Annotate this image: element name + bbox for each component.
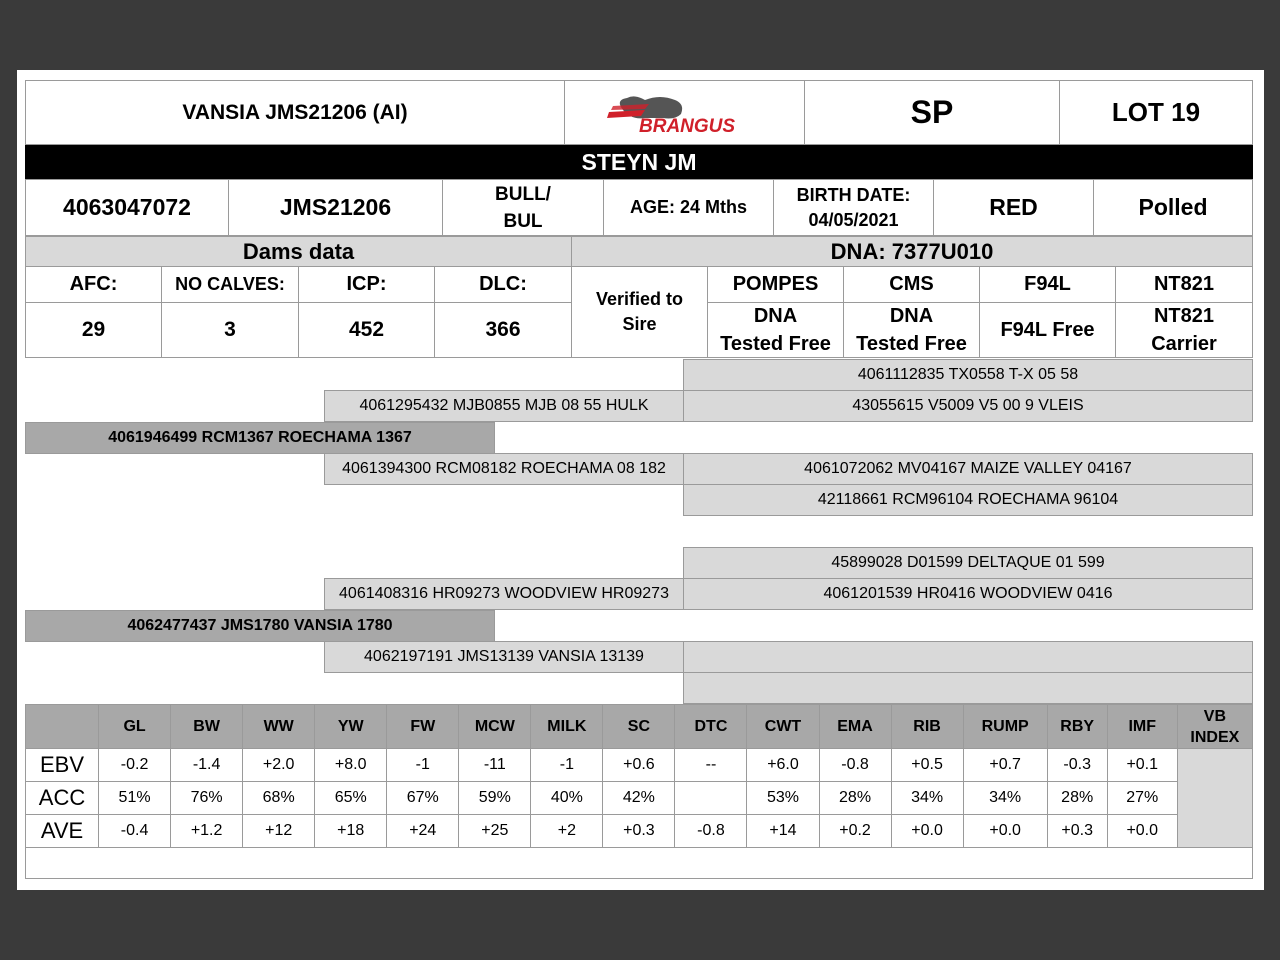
pedigree-dam-dam-dam bbox=[683, 672, 1253, 704]
col-rib: RIB bbox=[891, 705, 963, 749]
sp-label: SP bbox=[804, 80, 1060, 145]
cms-header: CMS bbox=[843, 266, 980, 303]
pedigree-sire-dam-sire: 4061072062 MV04167 MAIZE VALLEY 04167 bbox=[683, 453, 1253, 485]
ebv-cell: +0.0 bbox=[963, 815, 1047, 848]
lot-number: LOT 19 bbox=[1059, 80, 1253, 145]
col-milk: MILK bbox=[531, 705, 603, 749]
ebv-cell: 67% bbox=[387, 782, 459, 815]
ebv-cell: +18 bbox=[315, 815, 387, 848]
pedigree-sire-sire-sire: 4061112835 TX0558 T-X 05 58 bbox=[683, 359, 1253, 391]
ebv-cell: -1 bbox=[531, 749, 603, 782]
ebv-cell: -0.3 bbox=[1047, 749, 1107, 782]
colour: RED bbox=[933, 179, 1094, 236]
pedigree-dam-sire-sire: 45899028 D01599 DELTAQUE 01 599 bbox=[683, 547, 1253, 579]
animal-code: JMS21206 bbox=[228, 179, 443, 236]
f94l-header: F94L bbox=[979, 266, 1116, 303]
ebv-cell: -1.4 bbox=[171, 749, 243, 782]
row-label: ACC bbox=[26, 782, 99, 815]
cms-result-line1: DNA bbox=[889, 305, 934, 327]
ebv-cell: -- bbox=[675, 749, 747, 782]
pedigree-dam: 4062477437 JMS1780 VANSIA 1780 bbox=[25, 610, 495, 642]
ebv-cell: 76% bbox=[171, 782, 243, 815]
dlc-value: 366 bbox=[434, 302, 572, 358]
ebv-cell: 27% bbox=[1107, 782, 1177, 815]
pedigree-sire-sire-dam: 43055615 V5009 V5 00 9 VLEIS bbox=[683, 390, 1253, 422]
ebv-cell: +0.6 bbox=[603, 749, 675, 782]
ebv-cell: 28% bbox=[1047, 782, 1107, 815]
vb-index-value bbox=[1177, 749, 1252, 848]
ebv-cell: 34% bbox=[891, 782, 963, 815]
pedigree-sire-dam: 4061394300 RCM08182 ROECHAMA 08 182 bbox=[324, 453, 684, 485]
ebv-cell: 65% bbox=[315, 782, 387, 815]
pompes-result bbox=[707, 302, 844, 358]
ebv-cell: -0.4 bbox=[99, 815, 171, 848]
ebv-cell: 40% bbox=[531, 782, 603, 815]
nt821-result-line2: Carrier bbox=[1151, 333, 1217, 355]
pedigree-sire: 4061946499 RCM1367 ROECHAMA 1367 bbox=[25, 422, 495, 454]
birth-date-label: BIRTH DATE: bbox=[796, 184, 911, 205]
logo-text: BRANGUS bbox=[638, 115, 735, 137]
pedigree-dam-dam-sire bbox=[683, 641, 1253, 673]
nt821-result bbox=[1115, 302, 1253, 358]
ebv-cell: +0.0 bbox=[1107, 815, 1177, 848]
ebv-cell: +14 bbox=[747, 815, 819, 848]
ebv-cell: -0.8 bbox=[675, 815, 747, 848]
col-bw: BW bbox=[171, 705, 243, 749]
ebv-row-ave bbox=[26, 815, 1253, 848]
ebv-cell: 68% bbox=[243, 782, 315, 815]
ebv-cell: +0.5 bbox=[891, 749, 963, 782]
nt821-result-line1: NT821 bbox=[1153, 305, 1215, 327]
ebv-cell: 34% bbox=[963, 782, 1047, 815]
ebv-cell: +2.0 bbox=[243, 749, 315, 782]
col-imf: IMF bbox=[1107, 705, 1177, 749]
dlc-header: DLC: bbox=[434, 266, 572, 303]
ebv-cell: +24 bbox=[387, 815, 459, 848]
horn-status: Polled bbox=[1093, 179, 1253, 236]
col-dtc: DTC bbox=[675, 705, 747, 749]
ebv-row-acc bbox=[26, 782, 1253, 815]
registration-number: 4063047072 bbox=[25, 179, 229, 236]
ebv-header-row bbox=[26, 705, 1253, 749]
ebv-cell: +1.2 bbox=[171, 815, 243, 848]
breeder-bar: STEYN JM bbox=[25, 145, 1253, 179]
pompes-header: POMPES bbox=[707, 266, 844, 303]
ebv-cell: 51% bbox=[99, 782, 171, 815]
ebv-cell: +0.3 bbox=[1047, 815, 1107, 848]
dams-data-title: Dams data bbox=[25, 236, 572, 267]
pedigree-dam-sire-dam: 4061201539 HR0416 WOODVIEW 0416 bbox=[683, 578, 1253, 610]
col-ema: EMA bbox=[819, 705, 891, 749]
sex-cell bbox=[442, 179, 604, 236]
ebv-cell: 53% bbox=[747, 782, 819, 815]
verified-to-sire bbox=[571, 266, 708, 358]
pedigree-sire-sire: 4061295432 MJB0855 MJB 08 55 HULK bbox=[324, 390, 684, 422]
col-sc: SC bbox=[603, 705, 675, 749]
ebv-cell: 28% bbox=[819, 782, 891, 815]
no-calves-header: NO CALVES: bbox=[161, 266, 299, 303]
pedigree-dam-dam: 4062197191 JMS13139 VANSIA 13139 bbox=[324, 641, 684, 673]
bull-icon bbox=[605, 88, 765, 138]
pompes-result-line1: DNA bbox=[753, 305, 798, 327]
col-ww: WW bbox=[243, 705, 315, 749]
col-mcw: MCW bbox=[459, 705, 531, 749]
ebv-cell: +0.7 bbox=[963, 749, 1047, 782]
col-vb-index bbox=[1177, 705, 1252, 749]
animal-name: VANSIA JMS21206 (AI) bbox=[25, 80, 565, 145]
no-calves-value: 3 bbox=[161, 302, 299, 358]
ebv-row-ebv bbox=[26, 749, 1253, 782]
col-gl: GL bbox=[99, 705, 171, 749]
verified-line1: Verified to bbox=[595, 289, 684, 309]
ebv-cell: -11 bbox=[459, 749, 531, 782]
icp-value: 452 bbox=[298, 302, 435, 358]
ebv-cell: 42% bbox=[603, 782, 675, 815]
ebv-cell: +0.0 bbox=[891, 815, 963, 848]
icp-header: ICP: bbox=[298, 266, 435, 303]
cms-result bbox=[843, 302, 980, 358]
ebv-cell: +12 bbox=[243, 815, 315, 848]
ebv-cell: -0.8 bbox=[819, 749, 891, 782]
afc-header: AFC: bbox=[25, 266, 162, 303]
lot-sheet bbox=[17, 70, 1264, 890]
row-label: EBV bbox=[26, 749, 99, 782]
ebv-cell: +8.0 bbox=[315, 749, 387, 782]
birth-date: 04/05/2021 bbox=[808, 209, 899, 230]
cms-result-line2: Tested Free bbox=[856, 333, 967, 355]
afc-value: 29 bbox=[25, 302, 162, 358]
col-rby: RBY bbox=[1047, 705, 1107, 749]
verified-line2: Sire bbox=[622, 314, 657, 334]
footer-empty-row bbox=[25, 847, 1253, 879]
pompes-result-line2: Tested Free bbox=[720, 333, 831, 355]
age: AGE: 24 Mths bbox=[603, 179, 774, 236]
ebv-cell: +2 bbox=[531, 815, 603, 848]
col-cwt: CWT bbox=[747, 705, 819, 749]
ebv-cell: -1 bbox=[387, 749, 459, 782]
vb-line1: VB bbox=[1203, 707, 1226, 725]
ebv-table bbox=[25, 704, 1253, 848]
sex-line1: BULL/ bbox=[495, 183, 551, 205]
ebv-cell: +0.1 bbox=[1107, 749, 1177, 782]
ebv-corner bbox=[26, 705, 99, 749]
row-label: AVE bbox=[26, 815, 99, 848]
ebv-cell: +0.2 bbox=[819, 815, 891, 848]
ebv-cell bbox=[675, 782, 747, 815]
col-fw: FW bbox=[387, 705, 459, 749]
dna-title: DNA: 7377U010 bbox=[571, 236, 1253, 267]
ebv-cell: +6.0 bbox=[747, 749, 819, 782]
sex-line2: BUL bbox=[503, 210, 543, 232]
brangus-logo bbox=[564, 80, 805, 145]
pedigree-sire-dam-dam: 42118661 RCM96104 ROECHAMA 96104 bbox=[683, 484, 1253, 516]
col-rump: RUMP bbox=[963, 705, 1047, 749]
col-yw: YW bbox=[315, 705, 387, 749]
birth-date-cell bbox=[773, 179, 934, 236]
pedigree-dam-sire: 4061408316 HR09273 WOODVIEW HR09273 bbox=[324, 578, 684, 610]
ebv-cell: +25 bbox=[459, 815, 531, 848]
ebv-cell: 59% bbox=[459, 782, 531, 815]
vb-line2: INDEX bbox=[1190, 728, 1240, 746]
ebv-cell: -0.2 bbox=[99, 749, 171, 782]
nt821-header: NT821 bbox=[1115, 266, 1253, 303]
ebv-cell: +0.3 bbox=[603, 815, 675, 848]
f94l-result: F94L Free bbox=[979, 302, 1116, 358]
